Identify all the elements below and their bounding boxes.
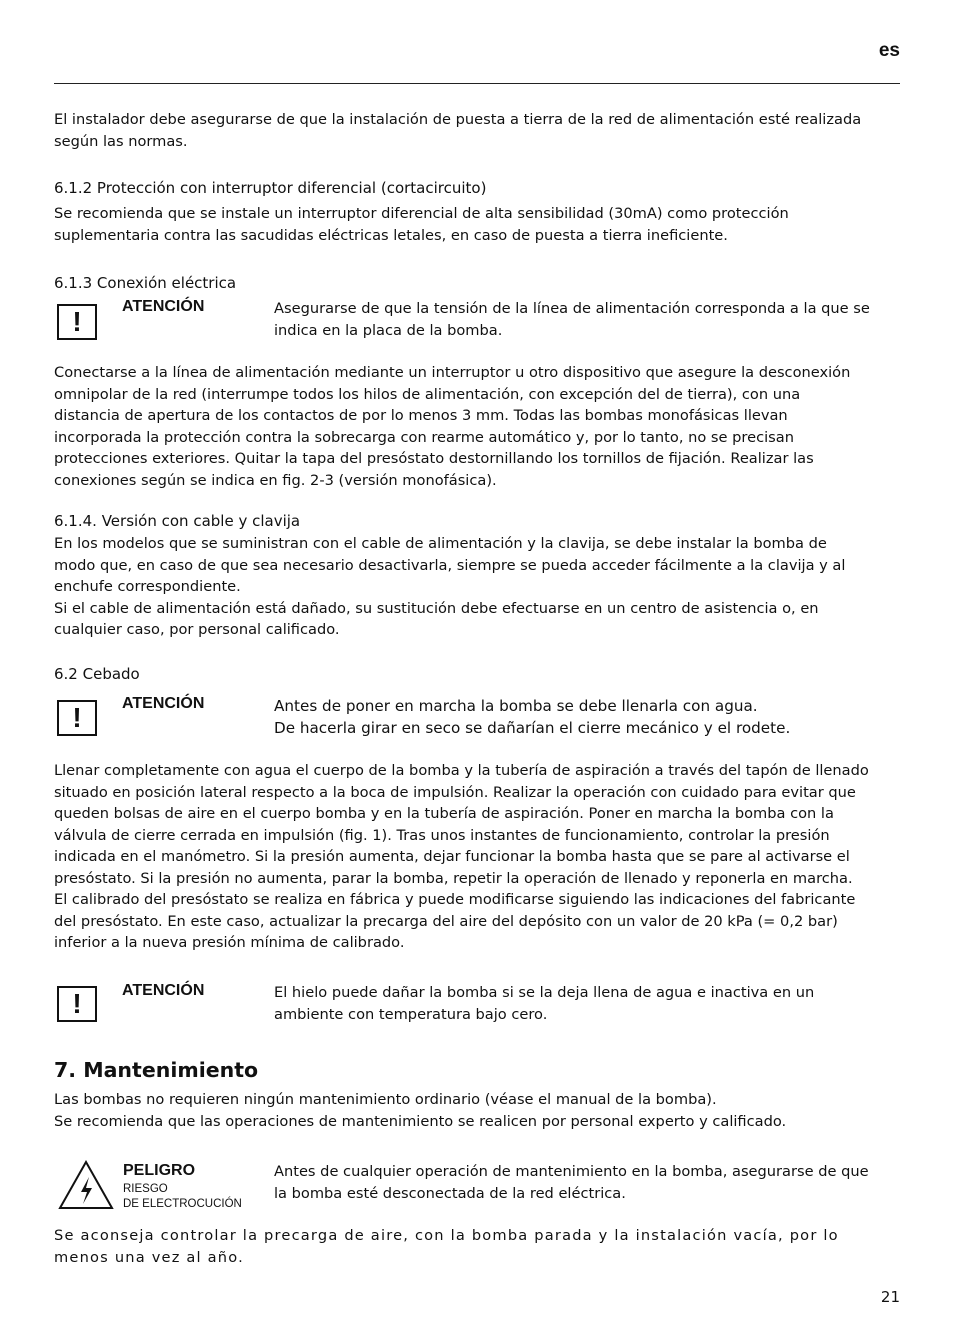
paragraph-6-2: Llenar completamente con agua el cuerpo de la bomba y la tubería de aspiración a través del tapón de llenado situado en posición lateral respecto a la boca de impulsión. Realizar la operación con cuidado para evitar que queden bolsas de aire en el cuerpo bomba y en la tubería de aspiración. Poner en marcha la bomba con la válvula de cierre cerrada en impulsión (fig. 1). Tras unos instantes de funcionamiento, controlar la presión indicada en el manómetro. Si la presión aumenta, dejar funcionar la bomba hasta que se pare al activarse el presóstato. Si la presión no aumenta, parar la bomba, repetir la operación de llenado y reponerla en marcha. El calibrado del presóstato se realiza en fábrica y puede modificarse siguiendo las indicaciones del fabricante del presóstato. En este caso, actualizar la precarga del aire del depósito con un valor de 20 kPa (= 0,2 bar) inferior a la nueva presión mínima de calibrado. (54, 762, 869, 951)
warning-icon: ! (57, 986, 97, 1022)
language-code: es (878, 40, 900, 61)
heading-6-1-4: 6.1.4. Versión con cable y clavija (54, 512, 301, 530)
warning-text: Asegurarse de que la tensión de la línea de alimentación corresponda a la que se indica en la placa de la bomba. (274, 300, 870, 339)
warning-label: ATENCIÓN (122, 695, 205, 712)
intro-paragraph: El instalador debe asegurarse de que la instalación de puesta a tierra de la red de alimentación esté realizada según las normas. (54, 111, 862, 150)
heading-7: 7. Mantenimiento (54, 1058, 259, 1082)
paragraph-6-1-2: Se recomienda que se instale un interruptor diferencial de alta sensibilidad (30mA) como protección suplementaria contra las sacudidas eléctricas letales, en caso de puesta a tierra ineficiente. (54, 205, 789, 244)
header-rule (54, 83, 900, 84)
warning-label: ATENCIÓN (122, 298, 205, 315)
paragraph-7-final: Se aconseja controlar la precarga de aire, con la bomba parada y la instalación vacía, por lo menos una vez al año. (54, 1227, 839, 1266)
electrical-hazard-icon (58, 1160, 114, 1210)
paragraph-6-1-3: Conectarse a la línea de alimentación mediante un interruptor u otro dispositivo que asegure la desconexión omnipolar de la red (interrumpe todos los hilos de alimentación, con excepción del de tierra), con una distancia de apertura de los contactos de por lo menos 3 mm. Todas las bombas monofásicas llevan incorporada la protección contra la sobrecarga con rearme automático y, por lo tanto, no se precisan protecciones exteriores. Quitar la tapa del presóstato destornillando los tornillos de fijación. Realizar las conexiones según se indica en fig. 2-3 (versión monofásica). (54, 364, 851, 489)
paragraph-7: Las bombas no requieren ningún mantenimiento ordinario (véase el manual de la bomba). Se recomienda que las operaciones de mantenimiento se realicen por personal experto y calificado. (54, 1091, 787, 1130)
danger-subtitle: DE ELECTROCUCIÓN (123, 1198, 242, 1210)
danger-label: PELIGRO (123, 1162, 196, 1179)
warning-icon: ! (57, 700, 97, 736)
warning-text: Antes de poner en marcha la bomba se debe llenarla con agua. De hacerla girar en seco se dañarían el cierre mecánico y el rodete. (274, 697, 791, 737)
heading-6-1-2: 6.1.2 Protección con interruptor diferencial (cortacircuito) (54, 179, 487, 197)
heading-6-2: 6.2 Cebado (54, 665, 140, 683)
page-number: 21 (880, 1288, 900, 1306)
danger-subtitle: RIESGO (123, 1183, 168, 1195)
heading-6-1-3: 6.1.3 Conexión eléctrica (54, 274, 237, 292)
warning-icon: ! (57, 304, 97, 340)
danger-text: Antes de cualquier operación de mantenimiento en la bomba, asegurarse de que la bomba esté desconectada de la red eléctrica. (274, 1163, 869, 1202)
warning-text: El hielo puede dañar la bomba si se la deja llena de agua e inactiva en un ambiente con temperatura bajo cero. (274, 984, 815, 1023)
paragraph-6-1-4: En los modelos que se suministran con el cable de alimentación y la clavija, se debe instalar la bomba de modo que, en caso de que sea necesario desactivarla, siempre se pueda acceder fácilmente a la clavija y al enchufe correspondiente. Si el cable de alimentación está dañado, su sustitución debe efectuarse en un centro de asistencia o, en cualquier caso, por personal calificado. (54, 535, 846, 638)
warning-label: ATENCIÓN (122, 982, 205, 999)
